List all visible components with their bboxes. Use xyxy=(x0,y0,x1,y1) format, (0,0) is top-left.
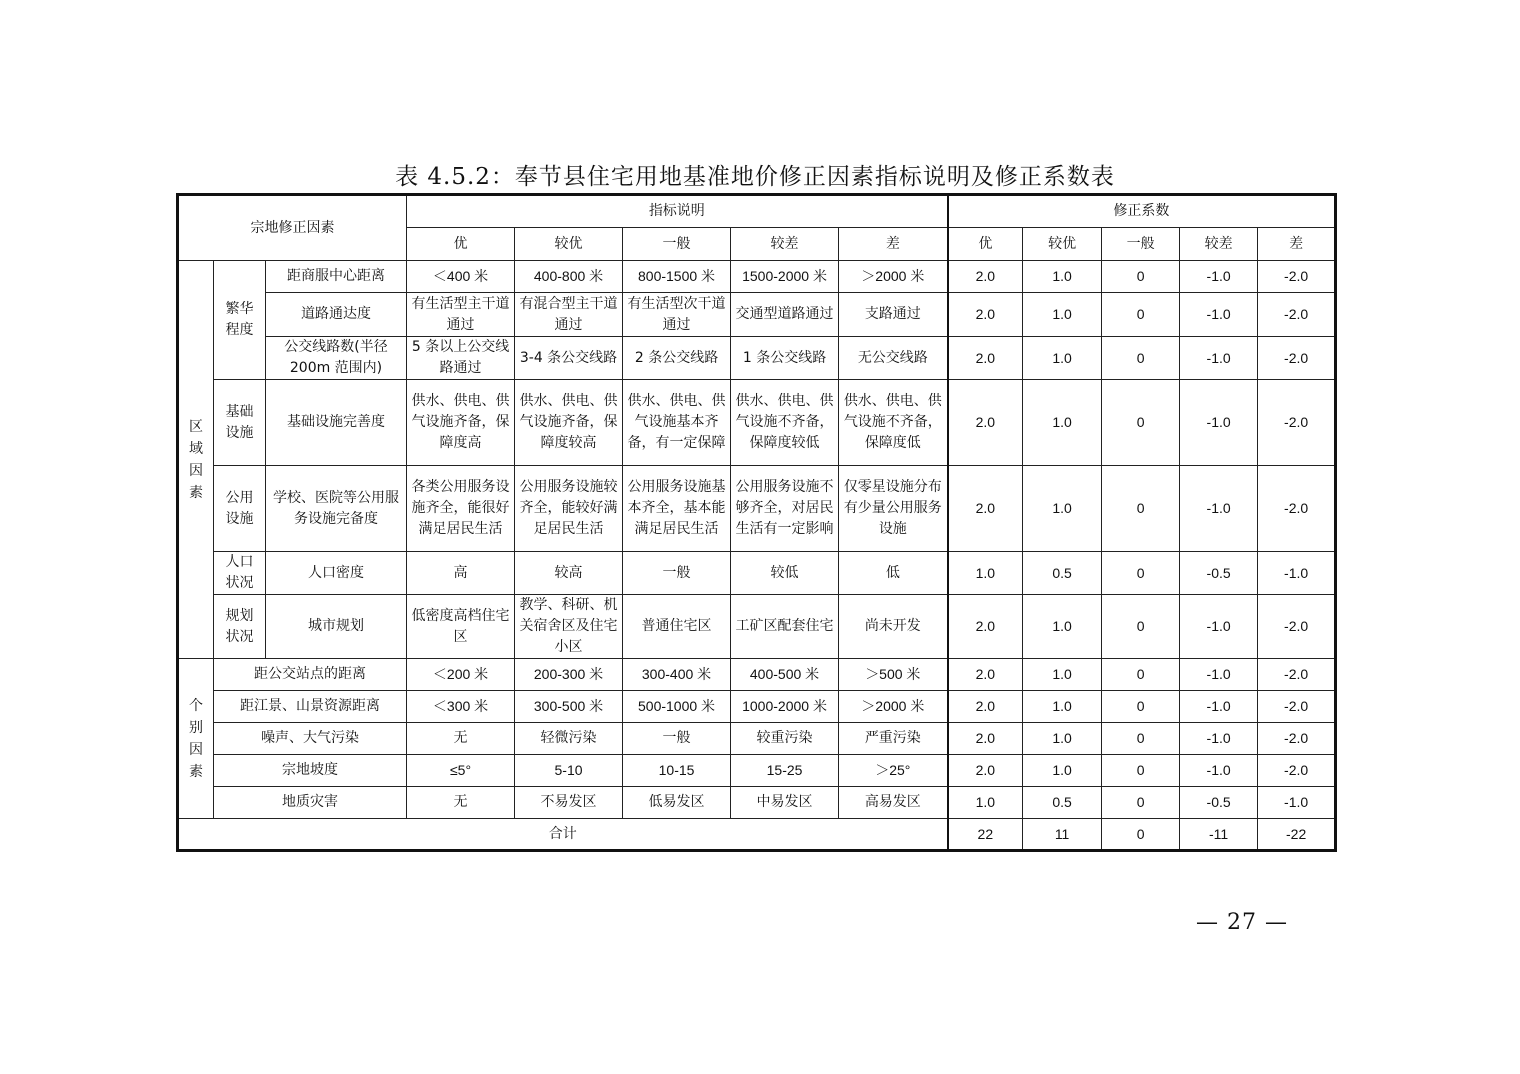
coef-cell: -0.5 xyxy=(1180,552,1258,595)
coef-cell: 2.0 xyxy=(948,466,1023,552)
factor-name: 距江景、山景资源距离 xyxy=(214,691,407,723)
coef-cell: 0 xyxy=(1102,552,1180,595)
coef-cell: 0 xyxy=(1102,723,1180,755)
total-coef: -22 xyxy=(1258,819,1336,851)
desc-cell: 1000-2000 米 xyxy=(731,691,839,723)
desc-cell: 工矿区配套住宅 xyxy=(731,595,839,659)
group-regional: 区域因素 xyxy=(178,261,214,659)
subgroup-infra: 基础设施 xyxy=(214,380,266,466)
subgroup-public: 公用设施 xyxy=(214,466,266,552)
coef-cell: -2.0 xyxy=(1258,293,1336,337)
grade-desc: 较优 xyxy=(515,228,623,261)
desc-cell: ＞2000 米 xyxy=(839,261,948,293)
desc-cell: 普通住宅区 xyxy=(623,595,731,659)
table-row xyxy=(178,337,1336,380)
coef-cell: -2.0 xyxy=(1258,659,1336,691)
coef-cell: -2.0 xyxy=(1258,261,1336,293)
desc-cell: 仅零星设施分布有少量公用服务设施 xyxy=(839,466,948,552)
subgroup-prosperity: 繁华程度 xyxy=(214,261,266,380)
desc-cell: 支路通过 xyxy=(839,293,948,337)
coef-cell: 0 xyxy=(1102,691,1180,723)
factor-name: 城市规划 xyxy=(266,595,407,659)
total-coef: -11 xyxy=(1180,819,1258,851)
desc-cell: 较高 xyxy=(515,552,623,595)
desc-cell: 公用服务设施较齐全，能较好满足居民生活 xyxy=(515,466,623,552)
coef-cell: -1.0 xyxy=(1180,293,1258,337)
coef-cell: -1.0 xyxy=(1180,337,1258,380)
coef-cell: -2.0 xyxy=(1258,337,1336,380)
coef-cell: -1.0 xyxy=(1180,595,1258,659)
coef-cell: -2.0 xyxy=(1258,595,1336,659)
coef-cell: 1.0 xyxy=(1023,755,1102,787)
grade-desc: 一般 xyxy=(623,228,731,261)
coef-cell: -1.0 xyxy=(1180,755,1258,787)
desc-cell: 教学、科研、机关宿舍区及住宅小区 xyxy=(515,595,623,659)
coef-cell: 2.0 xyxy=(948,595,1023,659)
factor-name: 学校、医院等公用服务设施完备度 xyxy=(266,466,407,552)
table-row xyxy=(178,691,1336,723)
desc-cell: 800-1500 米 xyxy=(623,261,731,293)
desc-cell: ＞25° xyxy=(839,755,948,787)
coef-cell: -1.0 xyxy=(1180,659,1258,691)
desc-cell: ＞500 米 xyxy=(839,659,948,691)
grade-coef: 一般 xyxy=(1102,228,1180,261)
coef-cell: 0 xyxy=(1102,755,1180,787)
table-row xyxy=(178,552,1336,595)
desc-cell: 较重污染 xyxy=(731,723,839,755)
coef-cell: -1.0 xyxy=(1180,466,1258,552)
coef-cell: 0 xyxy=(1102,380,1180,466)
desc-cell: 15-25 xyxy=(731,755,839,787)
desc-cell: 公用服务设施基本齐全，基本能满足居民生活 xyxy=(623,466,731,552)
coef-cell: -1.0 xyxy=(1258,787,1336,819)
factor-name: 宗地坡度 xyxy=(214,755,407,787)
coef-cell: -2.0 xyxy=(1258,380,1336,466)
desc-cell: 高 xyxy=(407,552,515,595)
desc-cell: 高易发区 xyxy=(839,787,948,819)
table-row xyxy=(178,380,1336,466)
coef-cell: 2.0 xyxy=(948,261,1023,293)
coef-cell: 0.5 xyxy=(1023,552,1102,595)
desc-cell: 有混合型主干道通过 xyxy=(515,293,623,337)
grade-coef: 较差 xyxy=(1180,228,1258,261)
coef-cell: 2.0 xyxy=(948,380,1023,466)
table-title: 表 4.5.2：奉节县住宅用地基准地价修正因素指标说明及修正系数表 xyxy=(395,164,1115,190)
coef-cell: 0.5 xyxy=(1023,787,1102,819)
table-row xyxy=(178,755,1336,787)
desc-cell: 无公交线路 xyxy=(839,337,948,380)
desc-cell: 供水、供电、供气设施齐备，保障度高 xyxy=(407,380,515,466)
subgroup-planning: 规划状况 xyxy=(214,595,266,659)
desc-cell: 供水、供电、供气设施不齐备，保障度较低 xyxy=(731,380,839,466)
factor-name: 人口密度 xyxy=(266,552,407,595)
desc-cell: 低密度高档住宅区 xyxy=(407,595,515,659)
coef-cell: 1.0 xyxy=(1023,466,1102,552)
table-row xyxy=(178,595,1336,659)
desc-cell: ＜300 米 xyxy=(407,691,515,723)
coef-cell: 1.0 xyxy=(1023,659,1102,691)
desc-cell: 有生活型次干道通过 xyxy=(623,293,731,337)
coef-cell: 2.0 xyxy=(948,659,1023,691)
table-row xyxy=(178,659,1336,691)
coef-cell: -2.0 xyxy=(1258,723,1336,755)
table-row xyxy=(178,293,1336,337)
subgroup-population: 人口状况 xyxy=(214,552,266,595)
coef-cell: 0 xyxy=(1102,261,1180,293)
coef-cell: -1.0 xyxy=(1180,691,1258,723)
coef-cell: 0 xyxy=(1102,595,1180,659)
desc-cell: 1500-2000 米 xyxy=(731,261,839,293)
factor-name: 地质灾害 xyxy=(214,787,407,819)
desc-cell: 2 条公交线路 xyxy=(623,337,731,380)
total-coef: 22 xyxy=(948,819,1023,851)
coef-cell: 0 xyxy=(1102,659,1180,691)
desc-cell: 5-10 xyxy=(515,755,623,787)
desc-cell: 供水、供电、供气设施齐备，保障度较高 xyxy=(515,380,623,466)
desc-cell: 一般 xyxy=(623,723,731,755)
coef-cell: -2.0 xyxy=(1258,755,1336,787)
coef-cell: -1.0 xyxy=(1258,552,1336,595)
coef-cell: 1.0 xyxy=(1023,337,1102,380)
coef-cell: 1.0 xyxy=(1023,691,1102,723)
desc-cell: 3-4 条公交线路 xyxy=(515,337,623,380)
factor-name: 距公交站点的距离 xyxy=(214,659,407,691)
desc-cell: 400-800 米 xyxy=(515,261,623,293)
factor-name: 基础设施完善度 xyxy=(266,380,407,466)
grade-desc: 较差 xyxy=(731,228,839,261)
total-row xyxy=(178,819,1336,851)
grade-coef: 优 xyxy=(948,228,1023,261)
coef-cell: 1.0 xyxy=(948,552,1023,595)
table-row xyxy=(178,466,1336,552)
coef-cell: 0 xyxy=(1102,337,1180,380)
table-row xyxy=(178,787,1336,819)
grade-desc: 优 xyxy=(407,228,515,261)
desc-cell: 200-300 米 xyxy=(515,659,623,691)
desc-cell: 中易发区 xyxy=(731,787,839,819)
desc-cell: 交通型道路通过 xyxy=(731,293,839,337)
coef-cell: 0 xyxy=(1102,466,1180,552)
desc-cell: 低 xyxy=(839,552,948,595)
desc-cell: 严重污染 xyxy=(839,723,948,755)
coef-cell: 1.0 xyxy=(1023,293,1102,337)
coef-cell: -1.0 xyxy=(1180,380,1258,466)
desc-cell: 5 条以上公交线路通过 xyxy=(407,337,515,380)
desc-cell: 300-400 米 xyxy=(623,659,731,691)
coef-cell: 0 xyxy=(1102,293,1180,337)
coef-cell: 2.0 xyxy=(948,293,1023,337)
table-row xyxy=(178,723,1336,755)
correction-factor-table xyxy=(176,193,1337,852)
coef-cell: 1.0 xyxy=(1023,723,1102,755)
desc-cell: ≤5° xyxy=(407,755,515,787)
desc-cell: ＞2000 米 xyxy=(839,691,948,723)
desc-cell: 供水、供电、供气设施不齐备，保障度低 xyxy=(839,380,948,466)
coef-cell: 2.0 xyxy=(948,337,1023,380)
header-desc: 指标说明 xyxy=(407,195,948,228)
desc-cell: 公用服务设施不够齐全，对居民生活有一定影响 xyxy=(731,466,839,552)
header-coef: 修正系数 xyxy=(948,195,1336,228)
coef-cell: 1.0 xyxy=(1023,380,1102,466)
page-number: — 27 — xyxy=(1196,910,1288,935)
coef-cell: 1.0 xyxy=(1023,261,1102,293)
coef-cell: 2.0 xyxy=(948,755,1023,787)
header-factor: 宗地修正因素 xyxy=(178,195,407,261)
total-coef: 11 xyxy=(1023,819,1102,851)
total-coef: 0 xyxy=(1102,819,1180,851)
group-individual: 个别因素 xyxy=(178,659,214,819)
desc-cell: 一般 xyxy=(623,552,731,595)
desc-cell: ＜400 米 xyxy=(407,261,515,293)
grade-desc: 差 xyxy=(839,228,948,261)
desc-cell: 无 xyxy=(407,723,515,755)
desc-cell: 无 xyxy=(407,787,515,819)
coef-cell: -1.0 xyxy=(1180,723,1258,755)
factor-name: 噪声、大气污染 xyxy=(214,723,407,755)
desc-cell: 1 条公交线路 xyxy=(731,337,839,380)
desc-cell: 10-15 xyxy=(623,755,731,787)
desc-cell: 各类公用服务设施齐全，能很好满足居民生活 xyxy=(407,466,515,552)
coef-cell: 2.0 xyxy=(948,723,1023,755)
coef-cell: -1.0 xyxy=(1180,261,1258,293)
coef-cell: 0 xyxy=(1102,787,1180,819)
coef-cell: 1.0 xyxy=(948,787,1023,819)
coef-cell: -2.0 xyxy=(1258,691,1336,723)
desc-cell: ＜200 米 xyxy=(407,659,515,691)
factor-name: 距商服中心距离 xyxy=(266,261,407,293)
coef-cell: 2.0 xyxy=(948,691,1023,723)
total-label: 合计 xyxy=(178,819,948,851)
desc-cell: 有生活型主干道通过 xyxy=(407,293,515,337)
desc-cell: 300-500 米 xyxy=(515,691,623,723)
grade-coef: 差 xyxy=(1258,228,1336,261)
coef-cell: -0.5 xyxy=(1180,787,1258,819)
desc-cell: 不易发区 xyxy=(515,787,623,819)
desc-cell: 较低 xyxy=(731,552,839,595)
desc-cell: 尚未开发 xyxy=(839,595,948,659)
desc-cell: 400-500 米 xyxy=(731,659,839,691)
coef-cell: 1.0 xyxy=(1023,595,1102,659)
factor-name: 公交线路数(半径200m 范围内) xyxy=(266,337,407,380)
desc-cell: 轻微污染 xyxy=(515,723,623,755)
grade-coef: 较优 xyxy=(1023,228,1102,261)
desc-cell: 供水、供电、供气设施基本齐备，有一定保障 xyxy=(623,380,731,466)
desc-cell: 500-1000 米 xyxy=(623,691,731,723)
factor-name: 道路通达度 xyxy=(266,293,407,337)
desc-cell: 低易发区 xyxy=(623,787,731,819)
coef-cell: -2.0 xyxy=(1258,466,1336,552)
table-row xyxy=(178,261,1336,293)
